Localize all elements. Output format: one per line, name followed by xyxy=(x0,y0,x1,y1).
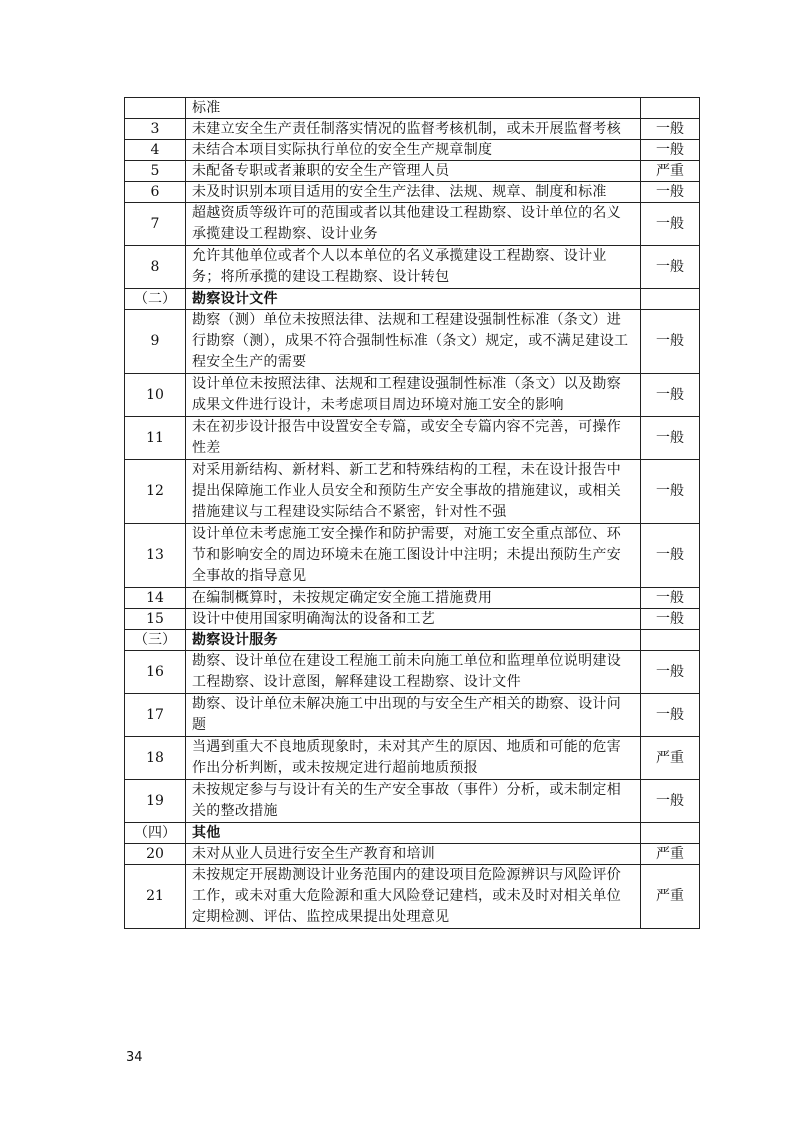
table-row xyxy=(125,865,700,929)
item-number: 14 xyxy=(125,588,186,609)
severity-level: 一般 xyxy=(641,374,700,417)
table-row xyxy=(125,844,700,865)
severity-level: 一般 xyxy=(641,780,700,823)
table-row xyxy=(125,310,700,374)
page-number: 34 xyxy=(126,1050,143,1065)
item-number: 21 xyxy=(125,865,186,929)
severity-level xyxy=(641,630,700,651)
severity-level: 严重 xyxy=(641,737,700,780)
table-row xyxy=(125,417,700,460)
severity-level: 一般 xyxy=(641,609,700,630)
severity-level: 一般 xyxy=(641,182,700,203)
table-row xyxy=(125,119,700,140)
item-number: 19 xyxy=(125,780,186,823)
item-number: 4 xyxy=(125,140,186,161)
table-row xyxy=(125,203,700,246)
item-number xyxy=(125,98,186,119)
item-description: 设计中使用国家明确淘汰的设备和工艺 xyxy=(186,609,641,630)
table-row xyxy=(125,460,700,524)
item-number: 13 xyxy=(125,524,186,588)
severity-level: 一般 xyxy=(641,460,700,524)
item-number: 6 xyxy=(125,182,186,203)
item-number: （三） xyxy=(125,630,186,651)
item-description: 勘察设计服务 xyxy=(186,630,641,651)
item-description: 勘察、设计单位未解决施工中出现的与安全生产相关的勘察、设计问题 xyxy=(186,694,641,737)
item-description: 对采用新结构、新材料、新工艺和特殊结构的工程，未在设计报告中提出保障施工作业人员安全和预防生产安全事故的措施建议，或相关措施建议与工程建设实际结合不紧密，针对性不强 xyxy=(186,460,641,524)
item-number: 7 xyxy=(125,203,186,246)
table-row xyxy=(125,588,700,609)
item-description: 在编制概算时，未按规定确定安全施工措施费用 xyxy=(186,588,641,609)
section-row xyxy=(125,823,700,844)
item-description: 未建立安全生产责任制落实情况的监督考核机制，或未开展监督考核 xyxy=(186,119,641,140)
item-description: 允许其他单位或者个人以本单位的名义承揽建设工程勘察、设计业务；将所承揽的建设工程勘察、设计转包 xyxy=(186,246,641,289)
item-description: 未在初步设计报告中设置安全专篇，或安全专篇内容不完善，可操作性差 xyxy=(186,417,641,460)
item-description: 设计单位未按照法律、法规和工程建设强制性标准（条文）以及勘察成果文件进行设计，未考虑项目周边环境对施工安全的影响 xyxy=(186,374,641,417)
severity-level: 严重 xyxy=(641,844,700,865)
item-description: 设计单位未考虑施工安全操作和防护需要，对施工安全重点部位、环节和影响安全的周边环境未在施工图设计中注明；未提出预防生产安全事故的指导意见 xyxy=(186,524,641,588)
item-description: 勘察设计文件 xyxy=(186,289,641,310)
hazard-classification-table xyxy=(124,97,700,929)
item-description: 未结合本项目实际执行单位的安全生产规章制度 xyxy=(186,140,641,161)
table-row xyxy=(125,609,700,630)
item-number: 20 xyxy=(125,844,186,865)
table-row xyxy=(125,780,700,823)
severity-level: 严重 xyxy=(641,161,700,182)
item-number: 12 xyxy=(125,460,186,524)
item-description: 其他 xyxy=(186,823,641,844)
severity-level: 一般 xyxy=(641,524,700,588)
table-row xyxy=(125,374,700,417)
table-row xyxy=(125,98,700,119)
item-description: 勘察、设计单位在建设工程施工前未向施工单位和监理单位说明建设工程勘察、设计意图，解释建设工程勘察、设计文件 xyxy=(186,651,641,694)
item-number: 17 xyxy=(125,694,186,737)
severity-level: 一般 xyxy=(641,651,700,694)
item-number: 16 xyxy=(125,651,186,694)
item-number: 9 xyxy=(125,310,186,374)
item-description: 当遇到重大不良地质现象时，未对其产生的原因、地质和可能的危害作出分析判断，或未按规定进行超前地质预报 xyxy=(186,737,641,780)
item-description: 未对从业人员进行安全生产教育和培训 xyxy=(186,844,641,865)
table-row xyxy=(125,140,700,161)
item-number: 11 xyxy=(125,417,186,460)
item-description: 未配备专职或者兼职的安全生产管理人员 xyxy=(186,161,641,182)
severity-level: 一般 xyxy=(641,588,700,609)
severity-level xyxy=(641,98,700,119)
item-description: 未按规定开展勘测设计业务范围内的建设项目危险源辨识与风险评价工作，或未对重大危险源和重大风险登记建档，或未及时对相关单位定期检测、评估、监控成果提出处理意见 xyxy=(186,865,641,929)
severity-level: 一般 xyxy=(641,417,700,460)
item-number: （四） xyxy=(125,823,186,844)
table-row xyxy=(125,182,700,203)
item-description: 未及时识别本项目适用的安全生产法律、法规、规章、制度和标准 xyxy=(186,182,641,203)
table-row xyxy=(125,524,700,588)
table-row xyxy=(125,651,700,694)
severity-level: 一般 xyxy=(641,140,700,161)
item-description: 标准 xyxy=(186,98,641,119)
item-description: 未按规定参与与设计有关的生产安全事故（事件）分析，或未制定相关的整改措施 xyxy=(186,780,641,823)
severity-level: 严重 xyxy=(641,865,700,929)
table-row xyxy=(125,694,700,737)
section-row xyxy=(125,289,700,310)
severity-level xyxy=(641,823,700,844)
severity-level: 一般 xyxy=(641,310,700,374)
severity-level: 一般 xyxy=(641,203,700,246)
severity-level xyxy=(641,289,700,310)
item-number: 15 xyxy=(125,609,186,630)
item-number: 10 xyxy=(125,374,186,417)
severity-level: 一般 xyxy=(641,246,700,289)
item-description: 超越资质等级许可的范围或者以其他建设工程勘察、设计单位的名义承揽建设工程勘察、设计业务 xyxy=(186,203,641,246)
item-number: 8 xyxy=(125,246,186,289)
item-description: 勘察（测）单位未按照法律、法规和工程建设强制性标准（条文）进行勘察（测），成果不符合强制性标准（条文）规定，或不满足建设工程安全生产的需要 xyxy=(186,310,641,374)
section-row xyxy=(125,630,700,651)
item-number: （二） xyxy=(125,289,186,310)
table-row xyxy=(125,246,700,289)
item-number: 3 xyxy=(125,119,186,140)
item-number: 5 xyxy=(125,161,186,182)
table-row xyxy=(125,737,700,780)
item-number: 18 xyxy=(125,737,186,780)
severity-level: 一般 xyxy=(641,694,700,737)
severity-level: 一般 xyxy=(641,119,700,140)
table-row xyxy=(125,161,700,182)
